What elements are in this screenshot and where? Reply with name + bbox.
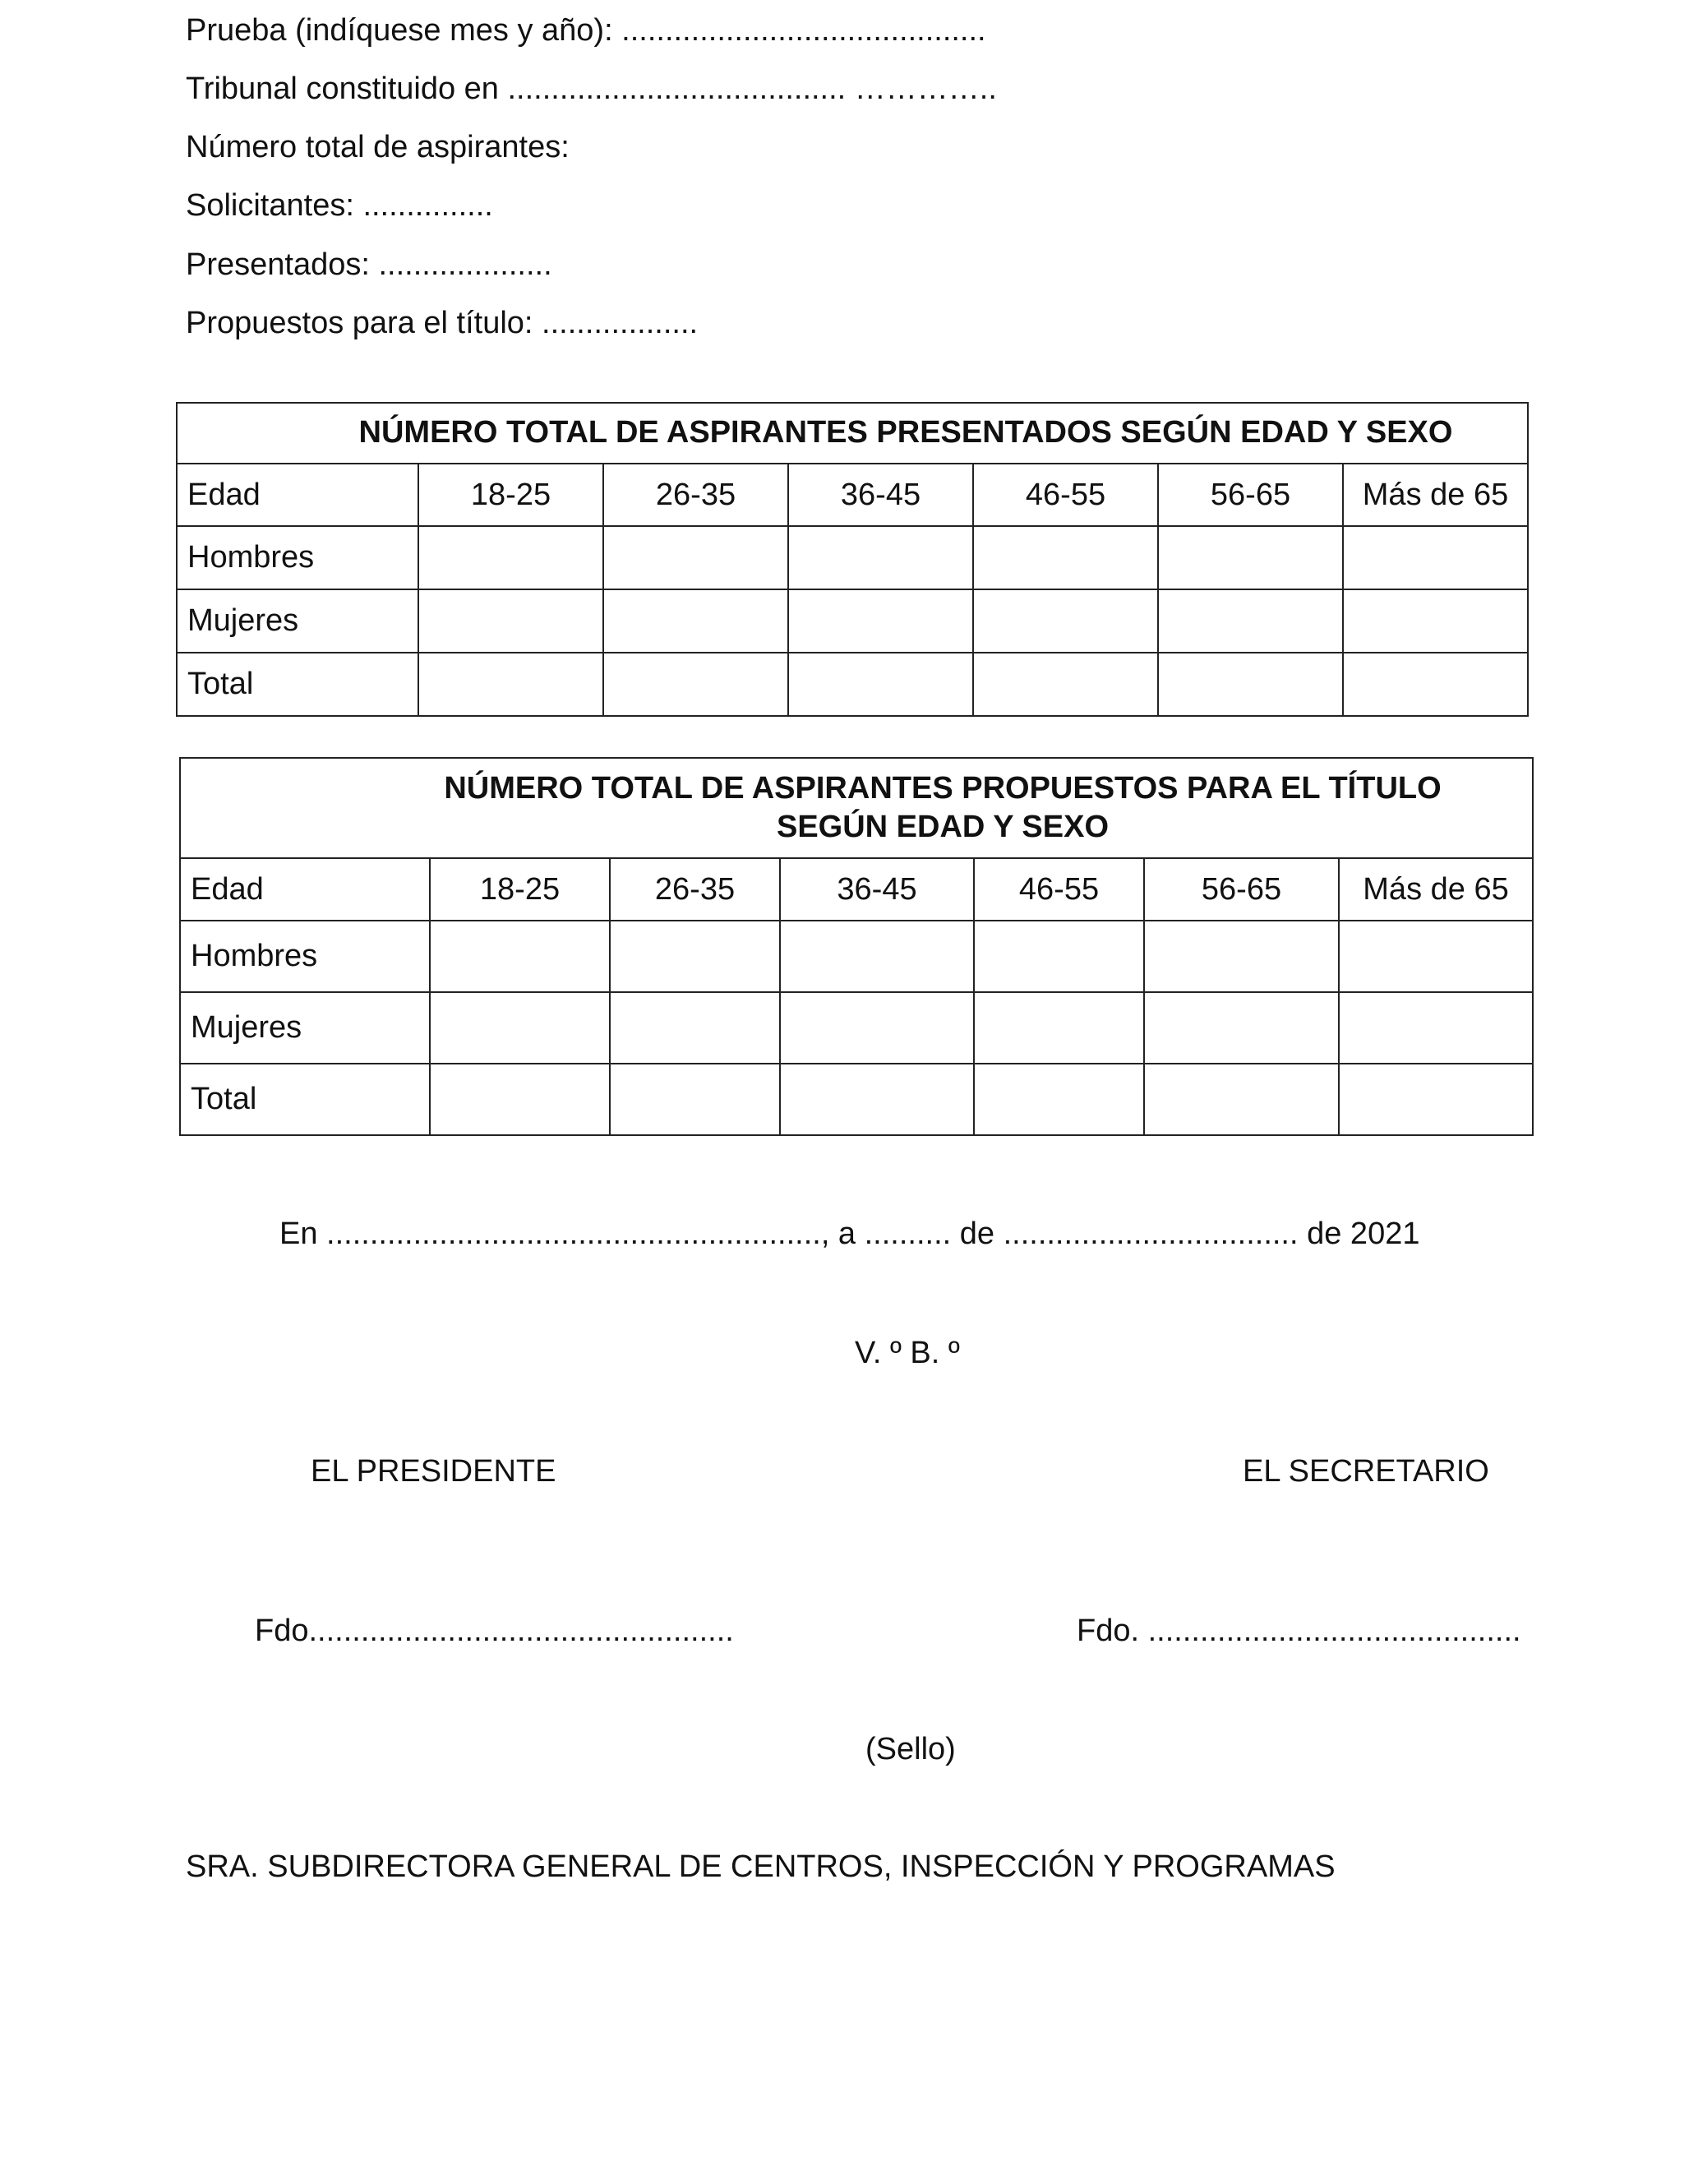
table-cell[interactable]: [430, 1064, 610, 1135]
field-numero-total: Número total de aspirantes:: [186, 130, 570, 164]
table-title-line: NÚMERO TOTAL DE ASPIRANTES PROPUESTOS PARA EL TÍTULO: [444, 770, 1442, 806]
column-header: 18-25: [418, 464, 603, 526]
table-cell[interactable]: [603, 526, 788, 589]
row-label: Total: [180, 1064, 430, 1135]
table-propuestos: [179, 757, 1534, 1136]
table-cell[interactable]: [1144, 1064, 1339, 1135]
table-cell[interactable]: [1158, 653, 1343, 716]
field-presentados: Presentados: ....................: [186, 247, 552, 282]
table-cell[interactable]: [1339, 1064, 1533, 1135]
column-header: Edad: [180, 858, 430, 921]
table-cell[interactable]: [1158, 526, 1343, 589]
table-row: [177, 526, 1528, 589]
fdo-presidente: Fdo.................................................: [255, 1614, 734, 1648]
table-row: [177, 653, 1528, 716]
table-cell[interactable]: [603, 589, 788, 653]
column-header: 56-65: [1144, 858, 1339, 921]
column-header: 18-25: [430, 858, 610, 921]
column-header: 56-65: [1158, 464, 1343, 526]
field-propuestos: Propuestos para el título: ..................: [186, 306, 699, 340]
column-header: 36-45: [780, 858, 974, 921]
row-label: Mujeres: [180, 992, 430, 1064]
table-cell[interactable]: [418, 526, 603, 589]
column-header: 36-45: [788, 464, 973, 526]
field-prueba: Prueba (indíquese mes y año): ..........................................: [186, 13, 986, 48]
table-title-line: SEGÚN EDAD Y SEXO: [776, 810, 1110, 844]
table-cell[interactable]: [418, 589, 603, 653]
column-header: 46-55: [973, 464, 1158, 526]
row-label: Hombres: [177, 526, 418, 589]
table-cell[interactable]: [974, 992, 1144, 1064]
place-date-line: En ........................................................., a .......... de .................................. de 2021: [279, 1217, 1420, 1251]
table-cell[interactable]: [974, 1064, 1144, 1135]
table-presentados: [176, 402, 1529, 717]
table-cell[interactable]: [1343, 589, 1528, 653]
visto-bueno: V. º B. º: [855, 1336, 960, 1370]
column-header: 26-35: [603, 464, 788, 526]
table-cell[interactable]: [418, 653, 603, 716]
table-title: NÚMERO TOTAL DE ASPIRANTES PRESENTADOS SEGÚN EDAD Y SEXO: [177, 403, 1528, 464]
table-cell[interactable]: [430, 921, 610, 992]
row-label: Total: [177, 653, 418, 716]
table-cell[interactable]: [1339, 921, 1533, 992]
table-cell[interactable]: [1144, 921, 1339, 992]
table-cell[interactable]: [610, 921, 780, 992]
table-cell[interactable]: [610, 992, 780, 1064]
table-header-row: [180, 858, 1533, 921]
table-cell[interactable]: [973, 589, 1158, 653]
table-cell[interactable]: [1343, 526, 1528, 589]
column-header: Más de 65: [1343, 464, 1528, 526]
table-cell[interactable]: [788, 526, 973, 589]
column-header: 26-35: [610, 858, 780, 921]
table-row: [180, 1064, 1533, 1135]
table-cell[interactable]: [1343, 653, 1528, 716]
table-cell[interactable]: [780, 992, 974, 1064]
fdo-secretario: Fdo. ...........................................: [1077, 1614, 1521, 1648]
row-label: Mujeres: [177, 589, 418, 653]
row-label: Hombres: [180, 921, 430, 992]
table-cell[interactable]: [430, 992, 610, 1064]
table-cell[interactable]: [603, 653, 788, 716]
column-header: 46-55: [974, 858, 1144, 921]
table-cell[interactable]: [788, 653, 973, 716]
presidente-label: EL PRESIDENTE: [311, 1454, 556, 1489]
table-header-row: [177, 464, 1528, 526]
table-cell[interactable]: [610, 1064, 780, 1135]
table-cell[interactable]: [780, 1064, 974, 1135]
table-title: [180, 758, 1533, 858]
table-cell[interactable]: [973, 653, 1158, 716]
table-cell[interactable]: [1144, 992, 1339, 1064]
table-row: [180, 992, 1533, 1064]
table-cell[interactable]: [780, 921, 974, 992]
table-cell[interactable]: [1158, 589, 1343, 653]
table-cell[interactable]: [788, 589, 973, 653]
field-solicitantes: Solicitantes: ...............: [186, 188, 493, 223]
sello-label: (Sello): [865, 1732, 956, 1766]
destinatario: SRA. SUBDIRECTORA GENERAL DE CENTROS, INSPECCIÓN Y PROGRAMAS: [186, 1849, 1336, 1884]
field-tribunal: Tribunal constituido en ....................................... …………..: [186, 72, 997, 106]
table-row: [180, 921, 1533, 992]
column-header: Más de 65: [1339, 858, 1533, 921]
table-cell[interactable]: [974, 921, 1144, 992]
table-cell[interactable]: [973, 526, 1158, 589]
secretario-label: EL SECRETARIO: [1243, 1454, 1489, 1489]
table-row: [177, 589, 1528, 653]
column-header: Edad: [177, 464, 418, 526]
table-cell[interactable]: [1339, 992, 1533, 1064]
